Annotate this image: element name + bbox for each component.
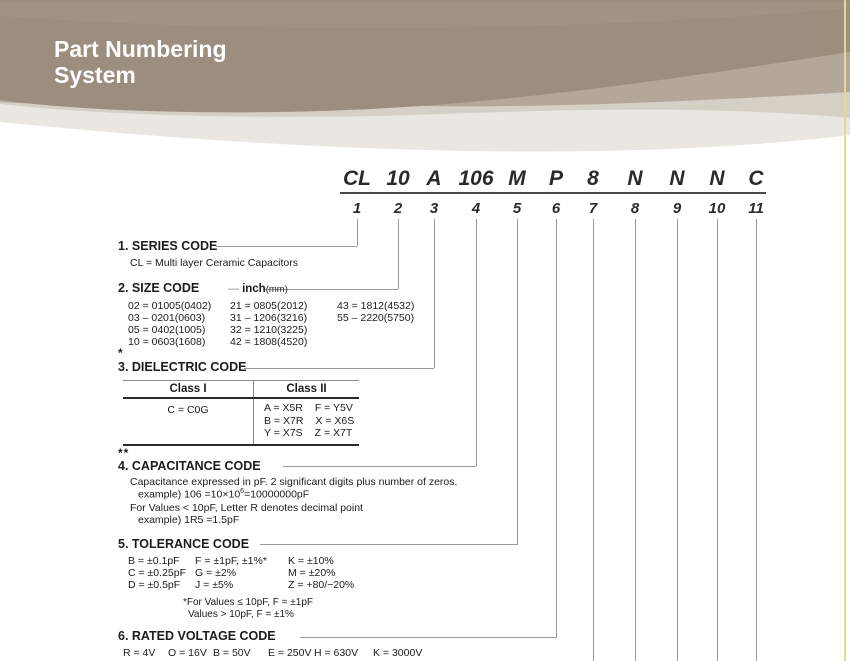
code-segment-3: A (426, 167, 442, 190)
leader-line-4 (476, 219, 477, 466)
voltage-cell: O = 16V (168, 647, 207, 659)
leader-line-6 (556, 219, 557, 638)
size-cell: 03 – 0201(0603) (128, 312, 206, 324)
code-position-11: 11 (748, 200, 764, 217)
size-unit-mm: (mm) (265, 284, 288, 295)
leader-line-10 (717, 219, 718, 661)
code-position-7: 7 (588, 200, 598, 217)
tolerance-cell: M = ±20% (288, 567, 336, 579)
size-cell: 31 – 1206(3216) (230, 312, 308, 324)
size-cell: 21 = 0805(2012) (230, 300, 308, 312)
size-unit-inch: inch (242, 283, 266, 295)
code-segment-5: M (508, 167, 526, 190)
capacitance-example1-pre: example) 106 =10×10 (138, 488, 241, 501)
leader-line-3 (434, 219, 435, 368)
section-title-tolerance: 5. TOLERANCE CODE (118, 537, 250, 551)
tolerance-cell: C = ±0.25pF (128, 567, 187, 579)
capacitance-example1-post: =10000000pF (244, 488, 310, 501)
page-edge-accent-line (844, 0, 846, 661)
page-title (54, 36, 227, 88)
voltage-cell: R = 4V (123, 647, 156, 659)
leader-line-8 (635, 219, 636, 661)
code-position-3: 3 (429, 200, 439, 217)
class1-header: Class I (123, 381, 254, 397)
code-segment-7: 8 (587, 167, 599, 190)
size-cell: 10 = 0603(1608) (128, 336, 206, 348)
section-title-size: 2. SIZE CODE (118, 281, 200, 295)
tolerance-cell: F = ±1pF, ±1%* (195, 555, 267, 567)
voltage-cell: K = 3000V (373, 647, 423, 659)
class2-cell: F = Y5V (314, 402, 353, 414)
code-segment-1: CL (343, 167, 371, 190)
code-underline (340, 192, 766, 194)
section-title-voltage: 6. RATED VOLTAGE CODE (118, 629, 276, 643)
class1-value: C = C0G (123, 399, 254, 444)
connector-line-6 (300, 637, 556, 638)
section-title-dielectric: 3. DIELECTRIC CODE (118, 360, 247, 374)
tolerance-cell: K = ±10% (288, 555, 334, 567)
code-segment-10: N (709, 167, 725, 190)
leader-line-2 (398, 219, 399, 289)
code-segment-9: N (669, 167, 685, 190)
connector-line-5 (260, 544, 517, 545)
class2-row (264, 415, 359, 428)
code-position-5: 5 (512, 200, 522, 217)
code-segment-11: C (748, 167, 764, 190)
connector-line-4 (283, 466, 476, 467)
leader-line-11 (756, 219, 757, 661)
capacitance-footnote-mark: ** (118, 446, 130, 460)
size-cell: 32 = 1210(3225) (230, 324, 308, 336)
dielectric-table (123, 380, 359, 446)
leader-line-5 (517, 219, 518, 545)
code-position-6: 6 (551, 200, 561, 217)
dielectric-footnote-mark: * (118, 346, 124, 360)
class2-header: Class II (286, 383, 327, 395)
capacitance-example1-sup: 6 (240, 488, 245, 495)
code-position-8: 8 (630, 200, 640, 217)
class2-cell: Z = X7T (314, 427, 353, 439)
tolerance-cell: D = ±0.5pF (128, 579, 181, 591)
leader-line-9 (677, 219, 678, 661)
code-segment-4: 106 (458, 167, 494, 190)
code-position-9: 9 (672, 200, 682, 217)
size-unit-label (228, 283, 288, 295)
class2-row (264, 402, 359, 415)
page-title-line2: System (54, 62, 136, 88)
class2-cell: A = X5R (264, 402, 303, 414)
tolerance-cell: G = ±2% (195, 567, 237, 579)
code-position-10: 10 (708, 200, 726, 217)
section-title-capacitance: 4. CAPACITANCE CODE (118, 459, 261, 473)
tolerance-cell: J = ±5% (195, 579, 234, 591)
capacitance-line3: For Values < 10pF, Letter R denotes decimal point (130, 502, 363, 514)
class2-cell: Y = X7S (264, 427, 303, 439)
size-cell: 55 – 2220(5750) (337, 312, 415, 324)
code-position-1: 1 (352, 200, 362, 217)
tolerance-cell: Z = +80/−20% (288, 579, 355, 591)
voltage-cell: B = 50V (213, 647, 251, 659)
code-segment-2: 10 (386, 167, 410, 190)
class2-cell: B = X7R (264, 414, 304, 427)
dielectric-table-body (123, 399, 359, 446)
code-segment-6: P (548, 167, 564, 190)
class2-values (254, 399, 359, 444)
series-detail: CL = Multi layer Ceramic Capacitors (130, 257, 298, 269)
tolerance-footnote-1: *For Values ≤ 10pF, F = ±1pF (183, 597, 314, 608)
voltage-cell: H = 630V (314, 647, 359, 659)
dielectric-table-header (123, 381, 359, 399)
capacitance-line1: Capacitance expressed in pF. 2 significant digits plus number of zeros. (130, 476, 458, 488)
leader-line-1 (357, 219, 358, 246)
connector-line-3 (244, 368, 434, 369)
code-position-2: 2 (393, 200, 403, 217)
voltage-cell: E = 250V (268, 647, 312, 659)
size-cell: 05 = 0402(1005) (128, 324, 206, 336)
tolerance-cell: B = ±0.1pF (128, 555, 180, 567)
capacitance-example2: example) 1R5 =1.5pF (138, 514, 240, 526)
size-cell: 02 = 01005(0402) (128, 300, 212, 312)
leader-line-7 (593, 219, 594, 661)
class2-cell: X = X6S (315, 414, 355, 427)
class2-row (264, 427, 359, 440)
size-cell: 42 = 1808(4520) (230, 336, 308, 348)
size-cell: 43 = 1812(4532) (337, 300, 415, 312)
connector-line-1 (216, 246, 357, 247)
size-unit-dash: — (228, 283, 239, 295)
page-title-line1: Part Numbering (54, 36, 227, 62)
section-title-series: 1. SERIES CODE (118, 239, 218, 253)
tolerance-footnote-2: Values > 10pF, F = ±1% (188, 609, 294, 620)
code-position-4: 4 (471, 200, 481, 217)
code-segment-8: N (627, 167, 643, 190)
capacitance-example1 (138, 488, 309, 501)
